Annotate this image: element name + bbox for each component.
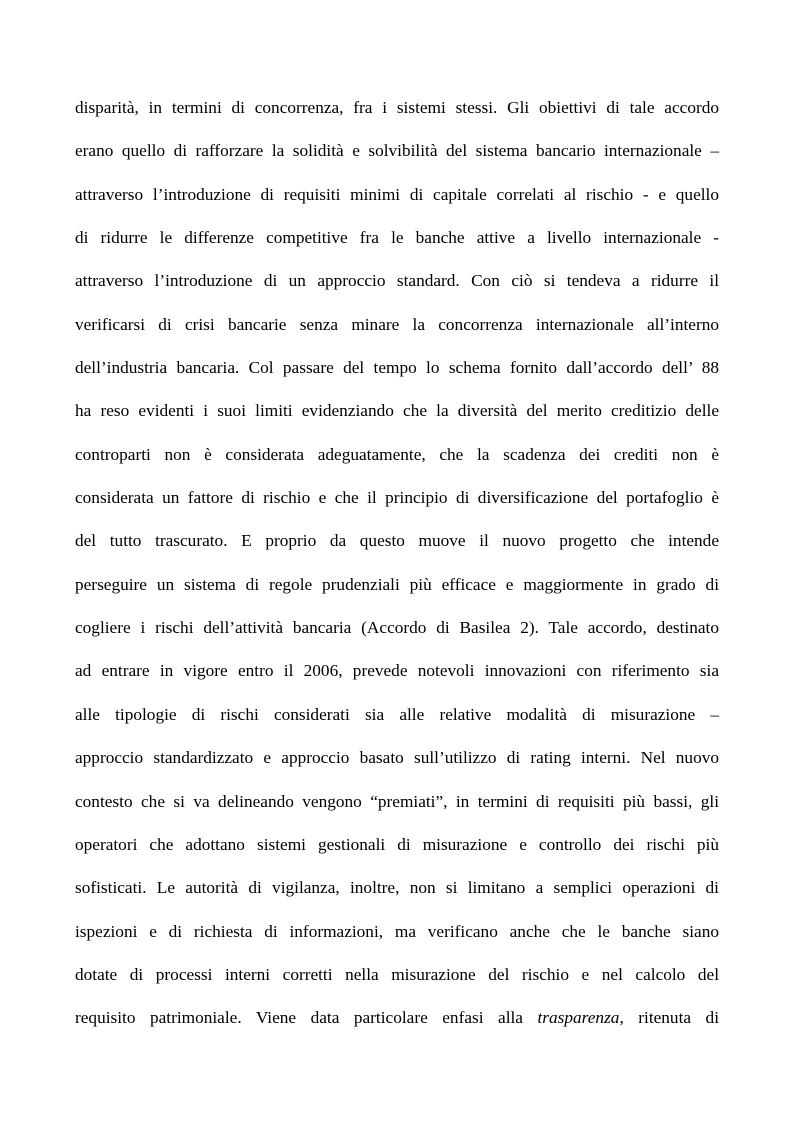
emphasis-trasparenza: trasparenza <box>537 1008 620 1028</box>
text-line-9: controparti non è considerata adeguatamente, che la scadenza dei crediti non è <box>75 444 719 464</box>
text-line-3: attraverso l’introduzione di requisiti minimi di capitale correlati al rischio - e quello <box>75 184 719 204</box>
text-line-4: di ridurre le differenze competitive fra le banche attive a livello internazionale - <box>75 228 719 248</box>
text-line-13: cogliere i rischi dell’attività bancaria (Accordo di Basilea 2). Tale accordo, destinato <box>75 618 719 638</box>
text-line-18: operatori che adottano sistemi gestionali di misurazione e controllo dei rischi più <box>75 834 719 854</box>
text-line-11: del tutto trascurato. E proprio da questo muove il nuovo progetto che intende <box>75 531 719 551</box>
text-line-2: erano quello di rafforzare la solidità e solvibilità del sistema bancario internazionale – <box>75 141 719 161</box>
text-line-12: perseguire un sistema di regole prudenziali più efficace e maggiormente in grado di <box>75 574 719 594</box>
body-text <box>75 86 719 1040</box>
text-line-20: ispezioni e di richiesta di informazioni, ma verificano anche che le banche siano <box>75 921 719 941</box>
text-line-6: verificarsi di crisi bancarie senza minare la concorrenza internazionale all’interno <box>75 314 719 334</box>
text-line-17: contesto che si va delineando vengono “premiati”, in termini di requisiti più bassi, gli <box>75 791 719 811</box>
text-line-14: ad entrare in vigore entro il 2006, prevede notevoli innovazioni con riferimento sia <box>75 661 719 681</box>
text-line-8: ha reso evidenti i suoi limiti evidenziando che la diversità del merito creditizio delle <box>75 401 719 421</box>
text-line-19: sofisticati. Le autorità di vigilanza, inoltre, non si limitano a semplici operazioni di <box>75 878 719 898</box>
text-line-7: dell’industria bancaria. Col passare del tempo lo schema fornito dall’accordo dell’ 88 <box>75 358 719 378</box>
text-line-16: approccio standardizzato e approccio basato sull’utilizzo di rating interni. Nel nuovo <box>75 748 719 768</box>
text-line-22 <box>75 996 719 1039</box>
text-line-10: considerata un fattore di rischio e che il principio di diversificazione del portafoglio è <box>75 488 719 508</box>
text-line-22-end: , ritenuta di <box>619 1008 720 1028</box>
text-line-15: alle tipologie di rischi considerati sia alle relative modalità di misurazione – <box>75 704 719 724</box>
text-line-22-start: requisito patrimoniale. Viene data particolare enfasi alla <box>75 1008 523 1028</box>
text-line-1: disparità, in termini di concorrenza, fra i sistemi stessi. Gli obiettivi di tale accordo <box>75 98 719 117</box>
text-line-21: dotate di processi interni corretti nella misurazione del rischio e nel calcolo del <box>75 964 719 984</box>
text-line-5: attraverso l’introduzione di un approccio standard. Con ciò si tendeva a ridurre il <box>75 271 719 291</box>
